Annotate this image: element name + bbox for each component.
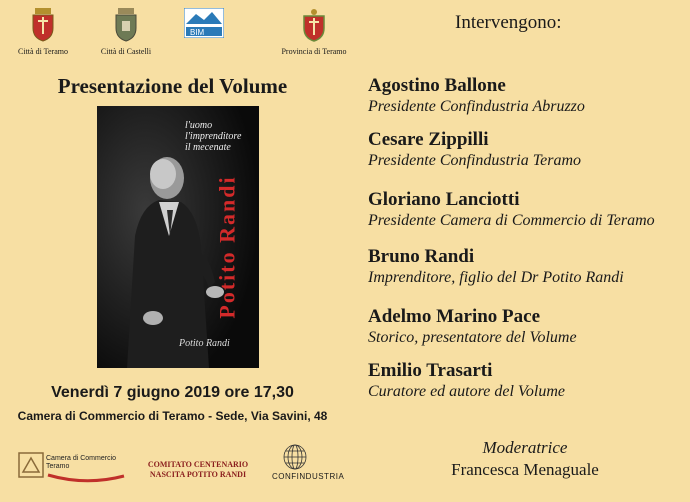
- red-swoosh-icon: [46, 472, 126, 484]
- moderator-name: Francesca Menaguale: [451, 460, 599, 479]
- svg-text:BIM: BIM: [190, 28, 205, 37]
- camera-commercio-logo-icon: [18, 452, 44, 478]
- speaker-item: [368, 360, 678, 402]
- speaker-name: Agostino Ballone: [368, 75, 506, 96]
- speaker-item: [368, 75, 678, 117]
- coat-of-arms-icon: [30, 8, 56, 42]
- speaker-item: [368, 306, 678, 348]
- logo-citta-castelli: [91, 8, 161, 56]
- speaker-item: [368, 189, 678, 231]
- logo-provincia-teramo: [272, 8, 356, 56]
- logo-citta-teramo: [8, 8, 78, 56]
- presentation-title: Presentazione del Volume: [57, 74, 288, 98]
- logo-bim: [172, 8, 236, 43]
- speaker-name: Gloriano Lanciotti: [368, 189, 520, 210]
- logo-label: Città di Castelli: [100, 47, 152, 56]
- book-signature: Potito Randi: [179, 338, 230, 349]
- book-subtitle: l'uomo l'imprenditore il mecenate: [185, 120, 242, 153]
- logo-label: Provincia di Teramo: [281, 47, 347, 56]
- speaker-role: Imprenditore, figlio del Dr Potito Randi: [368, 269, 624, 286]
- logo-label: Città di Teramo: [18, 47, 68, 56]
- book-title-vertical: [213, 142, 243, 352]
- coat-of-arms-icon: [301, 8, 327, 42]
- coat-of-arms-icon: [113, 8, 139, 42]
- event-venue: Camera di Commercio di Teramo - Sede, Via Savini, 48: [17, 409, 328, 423]
- speaker-item: [368, 129, 678, 171]
- camera-commercio-label: Camera di Commercio Teramo: [46, 455, 117, 470]
- speaker-role: Storico, presentatore del Volume: [368, 329, 577, 346]
- event-date: Venerdì 7 giugno 2019 ore 17,30: [51, 384, 294, 401]
- speaker-role: Presidente Confindustria Abruzzo: [368, 98, 585, 115]
- speaker-item: [368, 246, 678, 288]
- speaker-role: Curatore ed autore del Volume: [368, 383, 566, 400]
- bim-logo-icon: [184, 8, 224, 38]
- comitato-centenario-label: COMITATO CENTENARIO NASCITA POTITO RANDI: [147, 460, 249, 479]
- speaker-name: Bruno Randi: [368, 246, 475, 267]
- moderator-label: Moderatrice: [482, 438, 568, 457]
- book-cover: [97, 106, 259, 368]
- speaker-role: Presidente Confindustria Teramo: [368, 152, 582, 169]
- speakers-header: Intervengono:: [455, 12, 562, 33]
- speaker-role: Presidente Camera di Commercio di Teramo: [368, 212, 655, 229]
- speaker-name: Cesare Zippilli: [368, 129, 489, 150]
- book-title: Potito Randi: [215, 175, 240, 319]
- speaker-name: Adelmo Marino Pace: [368, 306, 541, 327]
- speaker-name: Emilio Trasarti: [368, 360, 493, 381]
- confindustria-logo-icon: [283, 444, 307, 470]
- confindustria-label: CONFINDUSTRIA: [272, 472, 345, 481]
